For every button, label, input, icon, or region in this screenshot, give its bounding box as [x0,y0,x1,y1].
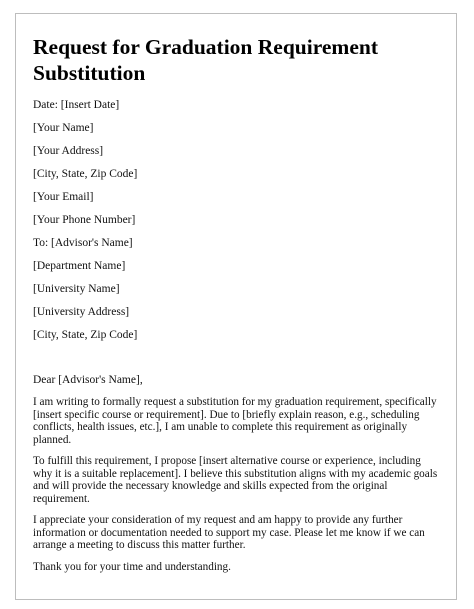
letter-content [33,34,438,573]
sender-city-state-zip: [City, State, Zip Code] [33,168,138,180]
salutation: Dear [Advisor's Name], [33,374,143,386]
letter-page [15,13,457,600]
recipient-city-state-zip: [City, State, Zip Code] [33,329,138,341]
sender-phone: [Your Phone Number] [33,214,136,226]
address-block [33,98,438,342]
recipient-name: To: [Advisor's Name] [33,237,133,249]
recipient-university-address: [University Address] [33,306,130,318]
sender-address: [Your Address] [33,145,104,157]
date-line: Date: [Insert Date] [33,99,120,111]
closing-line: Thank you for your time and understanding. [33,560,231,573]
letter-title: Request for Graduation Requirement Substitution [33,35,378,85]
sender-email: [Your Email] [33,191,94,203]
recipient-department: [Department Name] [33,260,126,272]
sender-name: [Your Name] [33,122,94,134]
body-paragraph-appreciation: I appreciate your consideration of my request and am happy to provide any further information or documentation needed to support my case. Please let me know if we can arrange a meeting to discuss this matter further. [33,514,425,551]
body-paragraph-request: I am writing to formally request a substitution for my graduation requirement, specifically [insert specific course or requirement]. Due to [briefly explain reason, e.g., scheduling conflicts, health issues, etc.], I am unable to complete this requirement as originally planned. [33,396,437,446]
body-paragraph-proposal: To fulfill this requirement, I propose [insert alternative course or experience, including why it is a suitable replacement]. I believe this substitution aligns with my academic goals and will provide the necessary knowledge and skills expected from the original requirement. [33,455,438,505]
recipient-university: [University Name] [33,283,120,295]
